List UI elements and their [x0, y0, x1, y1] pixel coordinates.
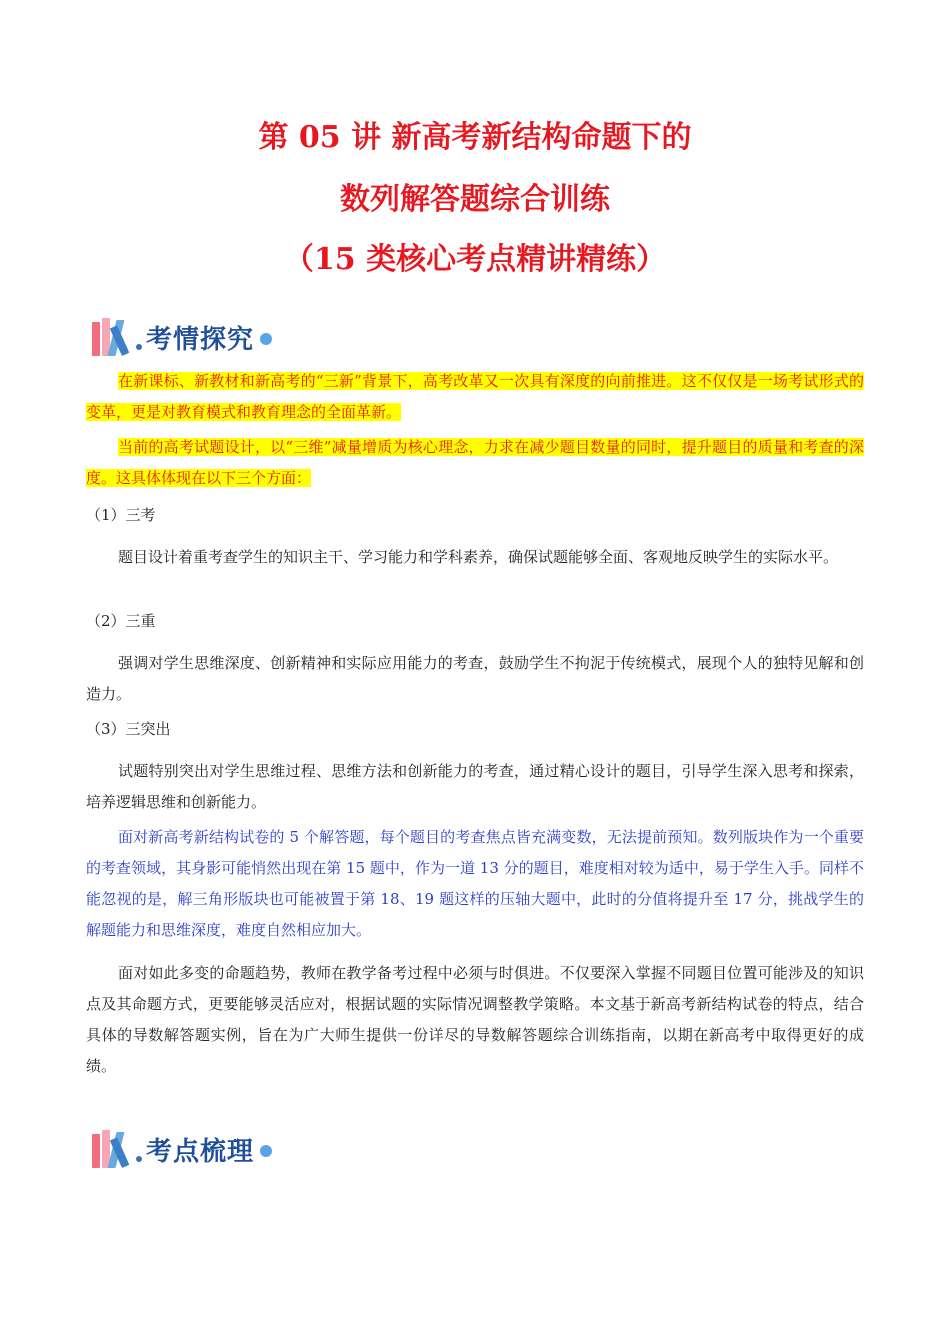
point-text-2: 强调对学生思维深度、创新精神和实际应用能力的考查，鼓励学生不拘泥于传统模式，展现个人的独特见解和创造力。	[86, 654, 864, 703]
page-title-line-2: 数列解答题综合训练	[340, 182, 610, 217]
dot-icon	[260, 1145, 272, 1157]
section-header-kaodian	[90, 1126, 272, 1172]
books-icon	[90, 316, 136, 358]
page-title-line-1: 第 05 讲 新高考新结构命题下的	[258, 120, 692, 155]
section-header-kaoqing	[90, 314, 272, 360]
closing-paragraph: 面对如此多变的命题趋势，教师在教学备考过程中必须与时俱进。不仅要深入掌握不同题目位置可能涉及的知识点及其命题方式，更要能够灵活应对，根据试题的实际情况调整教学策略。本文基于新高考新结构试卷的特点，结合具体的导数解答题实例，旨在为广大师生提供一份详尽的导数解答题综合训练指南，以期在新高考中取得更好的成绩。	[86, 964, 864, 1075]
dot-icon	[260, 333, 272, 345]
section-title-kaoqing: 考情探究	[146, 324, 255, 355]
point-text-1: 题目设计着重考查学生的知识主干、学习能力和学科素养，确保试题能够全面、客观地反映学生的实际水平。	[118, 548, 839, 566]
point-label-2: （2）三重	[86, 612, 156, 630]
point-label-3: （3）三突出	[86, 720, 171, 738]
section-title-kaodian: 考点梳理	[146, 1136, 255, 1167]
point-label-1: （1）三考	[86, 506, 156, 524]
books-icon	[90, 1128, 136, 1170]
page-title-line-3: （15 类核心考点精讲精练）	[283, 242, 667, 277]
highlight-paragraph-2: 当前的高考试题设计，以“三维”减量增质为核心理念，力求在减少题目数量的同时，提升题目的质量和考查的深度。这具体体现在以下三个方面：	[86, 438, 864, 487]
highlight-paragraph-1: 在新课标、新教材和新高考的“三新”背景下，高考改革又一次具有深度的向前推进。这不仅仅是一场考试形式的变革，更是对教育模式和教育理念的全面革新。	[86, 372, 864, 421]
blue-paragraph: 面对新高考新结构试卷的 5 个解答题，每个题目的考查焦点皆充满变数，无法提前预知。数列版块作为一个重要的考查领域，其身影可能悄然出现在第 15 题中，作为一道 13 分的题目，难度相对较为适中，易于学生入手。同样不能忽视的是，解三角形版块也可能被置于第 18、19 题这样的压轴大题中，此时的分值将提升至 17 分，挑战学生的解题能力和思维深度，难度自然相应加大。	[86, 828, 864, 939]
point-text-3: 试题特别突出对学生思维过程、思维方法和创新能力的考查，通过精心设计的题目，引导学生深入思考和探索，培养逻辑思维和创新能力。	[86, 762, 864, 811]
